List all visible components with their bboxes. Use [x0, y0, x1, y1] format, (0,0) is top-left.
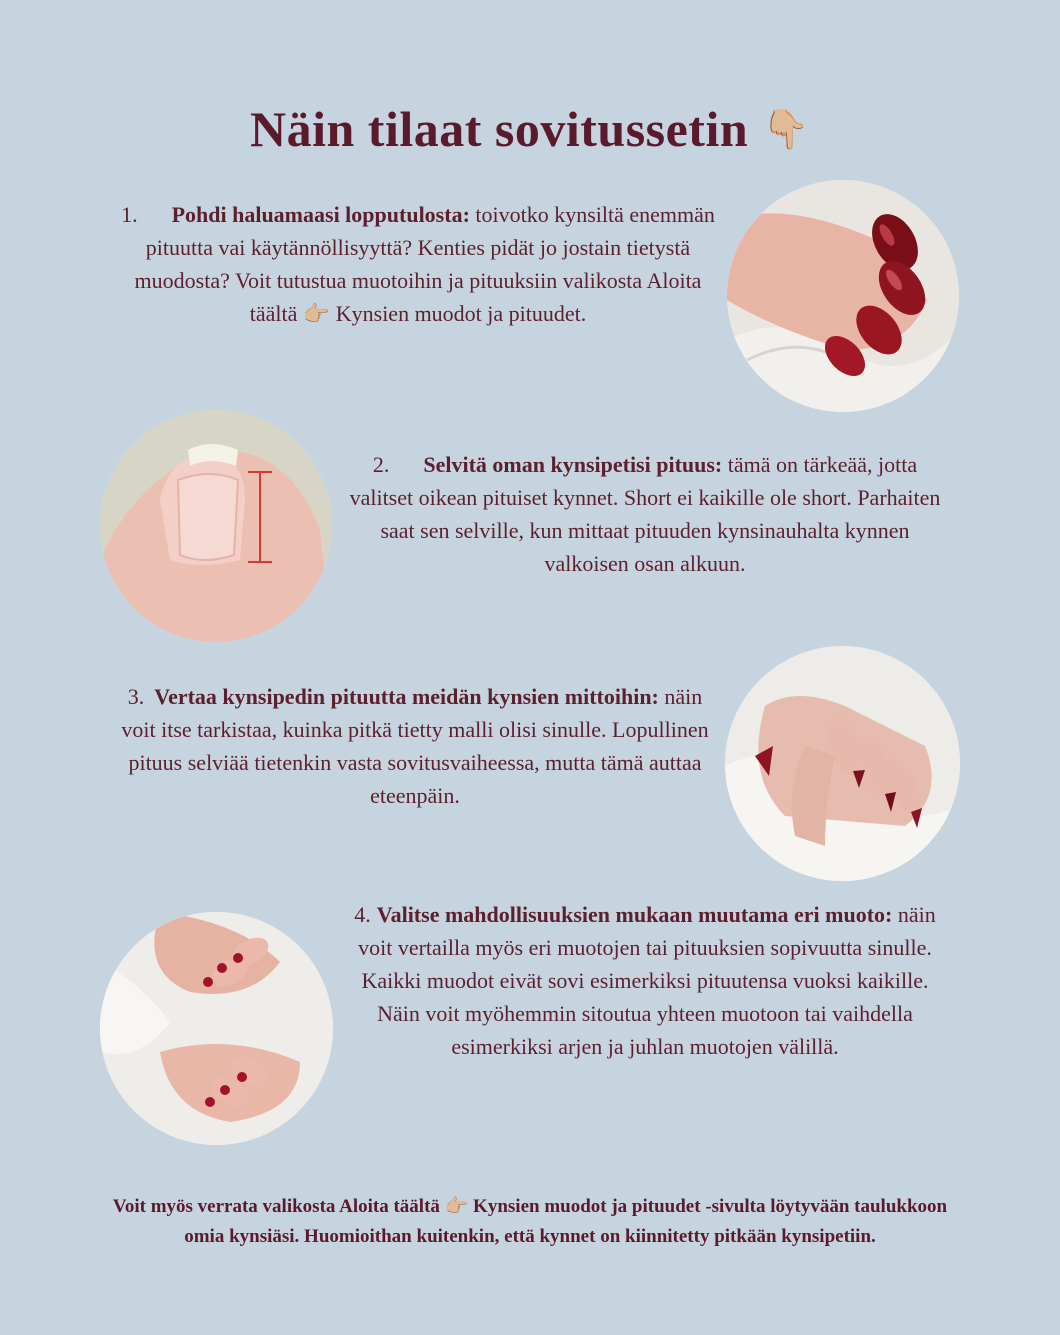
step-1 — [118, 198, 718, 330]
photo-nail-bed-measure — [100, 410, 332, 642]
step-1-number: 1. — [121, 202, 138, 227]
step-4-number: 4. — [354, 902, 371, 927]
step-2 — [345, 448, 945, 580]
step-3 — [115, 680, 715, 812]
photo-french-tip-nails — [725, 646, 960, 881]
step-1-text: toivotko kynsiltä enemmän pituutta vai käytännöllisyyttä? Kenties pidät jo jostain tietystä muodosta? Voit tutustua muotoihin ja pituuksiin valikosta Aloita täältä 👉🏼 Kynsien muodot ja pituudet. — [134, 202, 715, 326]
step-4-text: näin voit vertailla myös eri muotojen tai pituuksien sopivuutta sinulle. Kaikki muodot eivät sovi esimerkiksi pituutensa vuoksi kaikille. Näin voit myöhemmin sitoutua yhteen muotoon tai vaihdella esimerkiksi arjen ja juhlan muotojen välillä. — [358, 902, 936, 1059]
red-nails-illustration — [727, 180, 959, 412]
photo-heart-nails — [100, 912, 333, 1145]
french-tip-illustration — [725, 646, 960, 881]
step-4-heading: Valitse mahdollisuuksien mukaan muutama eri muoto: — [376, 902, 893, 927]
step-3-number: 3. — [127, 684, 145, 709]
footer-note: Voit myös verrata valikosta Aloita täältä 👉🏼 Kynsien muodot ja pituudet -sivulta löytyvään taulukkoon omia kynsiäsi. Huomioithan kuitenkin, että kynnet on kiinnitetty pitkään kynsipetiin. — [112, 1196, 948, 1247]
photo-red-nails — [727, 180, 959, 412]
page-title — [0, 100, 1060, 158]
step-2-number: 2. — [372, 452, 390, 477]
step-2-text: tämä on tärkeää, jotta valitset oikean pituiset kynnet. Short ei kaikille ole short. Parhaiten saat sen selville, kun mittaat pituuden kynsinauhalta kynnen valkoisen osan alkuun. — [349, 452, 941, 576]
heart-nails-illustration — [100, 912, 333, 1145]
step-1-heading: Pohdi haluamaasi lopputulosta: — [171, 202, 470, 227]
step-4 — [345, 898, 945, 1063]
step-3-text: näin voit itse tarkistaa, kuinka pitkä tietty malli olisi sinulle. Lopullinen pituus selviää tietenkin vasta sovitusvaiheessa, mutta tämä auttaa eteenpäin. — [121, 684, 709, 808]
step-2-heading: Selvitä oman kynsipetisi pituus: — [423, 452, 723, 477]
title-text: Näin tilaat sovitussetin — [250, 101, 749, 157]
nail-bed-illustration — [100, 410, 332, 642]
step-3-heading: Vertaa kynsipedin pituutta meidän kynsien mittoihin: — [154, 684, 659, 709]
pointing-down-icon: 👇🏼 — [762, 109, 810, 151]
